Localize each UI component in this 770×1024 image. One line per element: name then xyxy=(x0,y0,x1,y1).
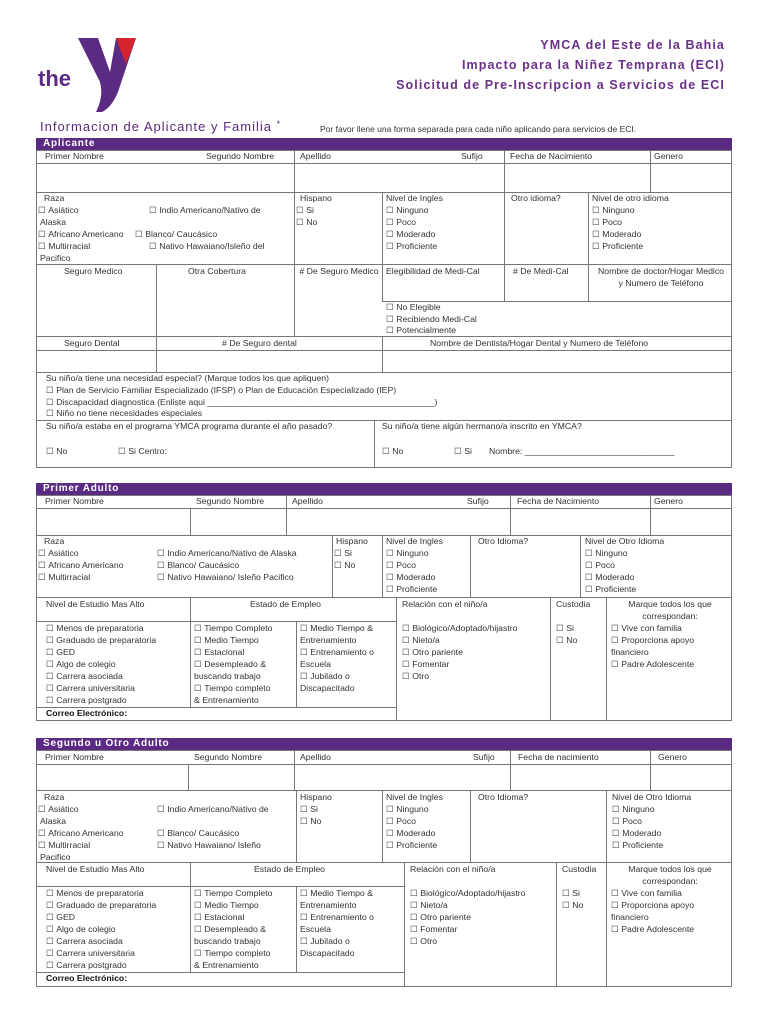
a1-checkbox-hispano-no[interactable]: ☐ No xyxy=(334,560,355,572)
a2-checkbox-blanco[interactable]: ☐ Blanco/ Caucásico xyxy=(157,828,239,840)
header-title-1: YMCA del Este de la Bahia xyxy=(540,38,725,52)
a2-cb-otro[interactable]: ☐ Otro xyxy=(410,936,437,948)
a1-cb-fomentar[interactable]: ☐ Fomentar xyxy=(402,659,449,671)
a1-cb-apoyo[interactable]: ☐ Proporciona apoyo xyxy=(611,635,694,647)
a1-label-empleo: Estado de Empleo xyxy=(250,599,321,609)
a2-checkbox-asiatico[interactable]: ☐ Asiático xyxy=(38,804,79,816)
a2-label-hispano: Hispano xyxy=(300,792,332,802)
checkbox-ingles-poco[interactable]: ☐ Poco xyxy=(386,217,416,229)
checkbox-potencialmente[interactable]: ☐ Potencialmente xyxy=(386,325,456,337)
checkbox-ingles-moderado[interactable]: ☐ Moderado xyxy=(386,229,435,241)
a1-cb-nieto[interactable]: ☐ Nieto/a xyxy=(402,635,440,647)
a1-cb-jubilado[interactable]: ☐ Jubilado o xyxy=(300,671,350,683)
label-elegibilidad: Elegibilidad de Medi-Cal xyxy=(386,266,480,276)
a1-cb-graduado[interactable]: ☐ Graduado de preparatoria xyxy=(46,635,156,647)
a1-cb-otro[interactable]: ☐ Otro xyxy=(402,671,429,683)
a2-label-otro-idioma: Otro Idioma? xyxy=(478,792,529,802)
label-nivel-ingles: Nivel de Ingles xyxy=(386,193,443,203)
a1-label-entr: Entrenamiento xyxy=(300,635,357,645)
a1-checkbox-otro-proficiente[interactable]: ☐ Proficiente xyxy=(585,584,636,596)
a1-checkbox-ingles-poco[interactable]: ☐ Poco xyxy=(386,560,416,572)
a2-cb-tiempo-completo[interactable]: ☐ Tiempo Completo xyxy=(194,888,272,900)
label-raza: Raza xyxy=(44,193,65,203)
a1-checkbox-indio[interactable]: ☐ Indio Americano/Nativo de Alaska xyxy=(157,548,297,560)
a1-label-financiero: financiero xyxy=(611,647,649,657)
a2-label-sufijo: Sufijo xyxy=(473,752,495,762)
label-hermano: Su niño/a tiene algún hermano/a inscrito en YMCA? xyxy=(382,421,582,431)
a2-label-estudio: Nivel de Estudio Mas Alto xyxy=(46,864,145,874)
a2-checkbox-ingles-ninguno[interactable]: ☐ Ninguno xyxy=(386,804,429,816)
checkbox-indio[interactable]: ☐ Indio Americano/Nativo de xyxy=(149,205,261,217)
label-seguro-medico: Seguro Medico xyxy=(64,266,123,276)
a2-label-correo: Correo Electrónico: xyxy=(46,973,128,983)
a2-label-segundo-nombre: Segundo Nombre xyxy=(194,752,263,762)
a1-cb-tiempo-completo[interactable]: ☐ Tiempo Completo xyxy=(194,623,272,635)
section-note: Por favor llene una forma separada para cada niño aplicando para servicios de ECI. xyxy=(320,124,637,134)
ymca-logo xyxy=(38,36,138,114)
checkbox-ingles-proficiente[interactable]: ☐ Proficiente xyxy=(386,241,437,253)
a1-checkbox-multirracial[interactable]: ☐ Multirracial xyxy=(38,572,90,584)
a1-checkbox-asiatico[interactable]: ☐ Asiático xyxy=(38,548,79,560)
a2-cb-otro-pariente[interactable]: ☐ Otro pariente xyxy=(410,912,471,924)
a2-label-apellido: Apellido xyxy=(300,752,331,762)
a2-label-entrenamiento: & Entrenamiento xyxy=(194,960,259,970)
label-sufijo: Sufijo xyxy=(461,151,483,161)
a2-label-primer-nombre: Primer Nombre xyxy=(45,752,104,762)
a2-cb-estacional[interactable]: ☐ Estacional xyxy=(194,912,244,924)
a2-cb-custodia-no[interactable]: ☐ No xyxy=(562,900,583,912)
a2-cb-menos[interactable]: ☐ Menos de preparatoria xyxy=(46,888,144,900)
a1-cb-universitaria[interactable]: ☐ Carrera universitaria xyxy=(46,683,135,695)
checkbox-africano[interactable]: ☐ Africano Americano xyxy=(38,229,124,241)
checkbox-programa-si[interactable]: ☐ Si Centro: xyxy=(118,446,167,458)
a2-label-genero: Genero xyxy=(658,752,687,762)
a2-cb-adolescente[interactable]: ☐ Padre Adolescente xyxy=(611,924,694,936)
checkbox-no-elegible[interactable]: ☐ No Elegible xyxy=(386,302,441,314)
checkbox-discapacidad[interactable]: ☐ Discapacidad diagnostica (Enliste aqui _______________________________________________) xyxy=(46,397,437,409)
checkbox-hermano-si[interactable]: ☐ Si xyxy=(454,446,472,458)
a2-checkbox-multirracial[interactable]: ☐ Multirracial xyxy=(38,840,90,852)
checkbox-programa-no[interactable]: ☐ No xyxy=(46,446,67,458)
label-num-dental: # De Seguro dental xyxy=(222,338,297,348)
label-nivel-otro: Nivel de otro idioma xyxy=(592,193,669,203)
a2-cb-universitaria[interactable]: ☐ Carrera universitaria xyxy=(46,948,135,960)
a1-cb-vive[interactable]: ☐ Vive con familia xyxy=(611,623,682,635)
a2-label-discapacitado: Discapacitado xyxy=(300,948,355,958)
a2-checkbox-otro-proficiente[interactable]: ☐ Proficiente xyxy=(612,840,663,852)
a1-cb-ged[interactable]: ☐ GED xyxy=(46,647,75,659)
checkbox-ingles-ninguno[interactable]: ☐ Ninguno xyxy=(386,205,429,217)
header-title-3: Solicitud de Pre-Inscripcion a Servicios de ECI xyxy=(396,78,725,92)
a1-label-nivel-ingles: Nivel de Ingles xyxy=(386,536,443,546)
label-hispano: Hispano xyxy=(300,193,332,203)
a1-checkbox-otro-ninguno[interactable]: ☐ Ninguno xyxy=(585,548,628,560)
label-otro-idioma: Otro idioma? xyxy=(511,193,561,203)
checkbox-otro-ninguno[interactable]: ☐ Ninguno xyxy=(592,205,635,217)
a2-label-buscando: buscando trabajo xyxy=(194,936,261,946)
a1-checkbox-nativo[interactable]: ☐ Nativo Hawaiano/ Isleño Pacifico xyxy=(157,572,294,584)
checkbox-sin-necesidad[interactable]: ☐ Niño no tiene necesidades especiales xyxy=(46,408,202,420)
a1-label-correo: Correo Electrónico: xyxy=(46,708,128,718)
a2-cb-asociada[interactable]: ☐ Carrera asociada xyxy=(46,936,123,948)
a1-cb-menos[interactable]: ☐ Menos de preparatoria xyxy=(46,623,144,635)
a2-cb-tc-entrenamiento[interactable]: ☐ Tiempo completo xyxy=(194,948,271,960)
checkbox-nativo[interactable]: ☐ Nativo Hawaiano/Isleño del xyxy=(149,241,264,253)
a1-checkbox-ingles-moderado[interactable]: ☐ Moderado xyxy=(386,572,435,584)
label-nombre: Nombre: _______________________________ xyxy=(489,446,675,456)
a1-label-segundo-nombre: Segundo Nombre xyxy=(196,496,265,506)
a1-label-sufijo: Sufijo xyxy=(467,496,489,506)
label-alaska: Alaska xyxy=(40,217,67,227)
a2-label-marque: Marque todos los que correspondan: xyxy=(628,864,712,886)
a2-cb-fomentar[interactable]: ☐ Fomentar xyxy=(410,924,457,936)
a2-checkbox-nativo[interactable]: ☐ Nativo Hawaiano/ Isleño xyxy=(157,840,261,852)
checkbox-otro-proficiente[interactable]: ☐ Proficiente xyxy=(592,241,643,253)
label-dentista: Nombre de Dentista/Hogar Dental y Numero de Teléfono xyxy=(430,338,649,348)
a1-label-relacion: Relación con el niño/a xyxy=(402,599,488,609)
a1-cb-entr-escuela[interactable]: ☐ Entrenamiento o xyxy=(300,647,374,659)
a1-label-buscando: buscando trabajo xyxy=(194,671,261,681)
a1-cb-asociada[interactable]: ☐ Carrera asociada xyxy=(46,671,123,683)
a2-label-alaska: Alaska xyxy=(40,816,67,826)
label-genero: Genero xyxy=(654,151,683,161)
a2-cb-algo[interactable]: ☐ Algo de colegio xyxy=(46,924,116,936)
label-fecha: Fecha de Nacimiento xyxy=(510,151,593,161)
a2-checkbox-hispano-si[interactable]: ☐ Si xyxy=(300,804,318,816)
a1-label-estudio: Nivel de Estudio Mas Alto xyxy=(46,599,145,609)
checkbox-ifsp[interactable]: ☐ Plan de Servicio Familiar Especializado (IFSP) o Plan de Educación Especializado (IEP) xyxy=(46,385,396,397)
a1-cb-postgrado[interactable]: ☐ Carrera postgrado xyxy=(46,695,127,707)
section-title: Informacion de Aplicante y Familia * xyxy=(40,119,282,134)
applicant-first-name-field[interactable] xyxy=(36,163,294,192)
adult1-bar: Primer Adulto xyxy=(36,483,732,495)
a1-checkbox-ingles-ninguno[interactable]: ☐ Ninguno xyxy=(386,548,429,560)
a2-cb-jubilado[interactable]: ☐ Jubilado o xyxy=(300,936,350,948)
a2-checkbox-otro-ninguno[interactable]: ☐ Ninguno xyxy=(612,804,655,816)
a2-cb-postgrado[interactable]: ☐ Carrera postgrado xyxy=(46,960,127,972)
a1-label-primer-nombre: Primer Nombre xyxy=(45,496,104,506)
checkbox-blanco[interactable]: ☐ Blanco/ Caucásico xyxy=(135,229,217,241)
a1-cb-adolescente[interactable]: ☐ Padre Adolescente xyxy=(611,659,694,671)
label-necesidad: Su niño/a tiene una necesidad especial? (Marque todos los que apliquen) xyxy=(46,373,330,383)
a1-checkbox-hispano-si[interactable]: ☐ Si xyxy=(334,548,352,560)
logo-text: the xyxy=(38,66,71,91)
a2-cb-desempleado[interactable]: ☐ Desempleado & xyxy=(194,924,266,936)
a1-label-escuela: Escuela xyxy=(300,659,331,669)
a1-cb-otro-pariente[interactable]: ☐ Otro pariente xyxy=(402,647,463,659)
a2-cb-vive[interactable]: ☐ Vive con familia xyxy=(611,888,682,900)
checkbox-asiatico[interactable]: ☐ Asiático xyxy=(38,205,79,217)
a2-cb-entr-escuela[interactable]: ☐ Entrenamiento o xyxy=(300,912,374,924)
a2-checkbox-hispano-no[interactable]: ☐ No xyxy=(300,816,321,828)
label-seguro-dental: Seguro Dental xyxy=(64,338,120,348)
a1-cb-desempleado[interactable]: ☐ Desempleado & xyxy=(194,659,266,671)
a1-cb-biologico[interactable]: ☐ Biológico/Adoptado/hijastro xyxy=(402,623,518,635)
label-programa: Su niño/a estaba en el programa YMCA programa durante el año pasado? xyxy=(46,421,333,431)
a2-label-fecha: Fecha de nacimiento xyxy=(518,752,599,762)
a2-checkbox-africano[interactable]: ☐ Africano Americano xyxy=(38,828,124,840)
a1-cb-mt-entrenamiento[interactable]: ☐ Medio Tiempo & xyxy=(300,623,373,635)
a2-label-nivel-ingles: Nivel de Ingles xyxy=(386,792,443,802)
a1-label-raza: Raza xyxy=(44,536,65,546)
a1-label-marque: Marque todos los que correspondan: xyxy=(628,599,712,621)
a2-checkbox-indio[interactable]: ☐ Indio Americano/Nativo de xyxy=(157,804,269,816)
a1-checkbox-ingles-proficiente[interactable]: ☐ Proficiente xyxy=(386,584,437,596)
header-title-2: Impacto para la Niñez Temprana (ECI) xyxy=(461,58,725,72)
a1-label-custodia: Custodia xyxy=(556,599,591,609)
a2-cb-custodia-si[interactable]: ☐ Si xyxy=(562,888,580,900)
a2-cb-biologico[interactable]: ☐ Biológico/Adoptado/hijastro xyxy=(410,888,526,900)
a2-cb-graduado[interactable]: ☐ Graduado de preparatoria xyxy=(46,900,156,912)
a1-label-fecha: Fecha de Nacimiento xyxy=(517,496,600,506)
a1-cb-medio-tiempo[interactable]: ☐ Medio Tiempo xyxy=(194,635,259,647)
applicant-bar: Aplicante xyxy=(36,138,732,150)
checkbox-otro-moderado[interactable]: ☐ Moderado xyxy=(592,229,641,241)
label-primer-nombre: Primer Nombre xyxy=(45,151,104,161)
a1-cb-custodia-si[interactable]: ☐ Si xyxy=(556,623,574,635)
a2-cb-ged[interactable]: ☐ GED xyxy=(46,912,75,924)
a1-label-hispano: Hispano xyxy=(336,536,368,546)
a2-label-pacifico: Pacifico xyxy=(40,852,71,862)
label-num-medical: # De Medi-Cal xyxy=(513,266,569,276)
a2-label-custodia: Custodia xyxy=(562,864,597,874)
label-num-seguro: # De Seguro Medico xyxy=(299,266,379,276)
a1-checkbox-otro-moderado[interactable]: ☐ Moderado xyxy=(585,572,634,584)
a1-checkbox-africano[interactable]: ☐ Africano Americano xyxy=(38,560,124,572)
a2-checkbox-otro-moderado[interactable]: ☐ Moderado xyxy=(612,828,661,840)
a2-cb-apoyo[interactable]: ☐ Proporciona apoyo xyxy=(611,900,694,912)
checkbox-otro-poco[interactable]: ☐ Poco xyxy=(592,217,622,229)
a1-cb-tc-entrenamiento[interactable]: ☐ Tiempo completo xyxy=(194,683,271,695)
a2-cb-medio-tiempo[interactable]: ☐ Medio Tiempo xyxy=(194,900,259,912)
a2-label-empleo: Estado de Empleo xyxy=(254,864,325,874)
a1-cb-estacional[interactable]: ☐ Estacional xyxy=(194,647,244,659)
a2-label-escuela: Escuela xyxy=(300,924,331,934)
a2-checkbox-otro-poco[interactable]: ☐ Poco xyxy=(612,816,642,828)
a1-checkbox-blanco[interactable]: ☐ Blanco/ Caucásico xyxy=(157,560,239,572)
a1-label-entrenamiento: & Entrenamiento xyxy=(194,695,259,705)
a1-cb-algo[interactable]: ☐ Algo de colegio xyxy=(46,659,116,671)
a2-checkbox-ingles-poco[interactable]: ☐ Poco xyxy=(386,816,416,828)
checkbox-hermano-no[interactable]: ☐ No xyxy=(382,446,403,458)
a2-checkbox-ingles-moderado[interactable]: ☐ Moderado xyxy=(386,828,435,840)
label-apellido: Apellido xyxy=(300,151,331,161)
a1-checkbox-otro-poco[interactable]: ☐ Poco xyxy=(585,560,615,572)
a1-cb-custodia-no[interactable]: ☐ No xyxy=(556,635,577,647)
a2-cb-mt-entrenamiento[interactable]: ☐ Medio Tiempo & xyxy=(300,888,373,900)
checkbox-hispano-si[interactable]: ☐ Si xyxy=(296,205,314,217)
a1-label-otro-idioma: Otro Idioma? xyxy=(478,536,529,546)
checkbox-multirracial[interactable]: ☐ Multirracial xyxy=(38,241,90,253)
checkbox-hispano-no[interactable]: ☐ No xyxy=(296,217,317,229)
a2-label-financiero: financiero xyxy=(611,912,649,922)
a2-cb-nieto[interactable]: ☐ Nieto/a xyxy=(410,900,448,912)
a1-label-genero: Genero xyxy=(654,496,683,506)
a1-label-apellido: Apellido xyxy=(292,496,323,506)
a2-label-raza: Raza xyxy=(44,792,65,802)
label-doctor: Nombre de doctor/Hogar Medico y Numero de Teléfono xyxy=(597,266,725,288)
label-pacifico: Pacifico xyxy=(40,253,71,263)
a2-checkbox-ingles-proficiente[interactable]: ☐ Proficiente xyxy=(386,840,437,852)
label-otra-cobertura: Otra Cobertura xyxy=(188,266,246,276)
a1-label-discapacitado: Discapacitado xyxy=(300,683,355,693)
a1-label-nivel-otro: Nivel de Otro Idioma xyxy=(585,536,665,546)
label-segundo-nombre: Segundo Nombre xyxy=(206,151,275,161)
adult2-bar: Segundo u Otro Adulto xyxy=(36,738,732,750)
a2-label-entr: Entrenamiento xyxy=(300,900,357,910)
checkbox-recibiendo[interactable]: ☐ Recibiendo Medi-Cal xyxy=(386,314,477,326)
a2-label-relacion: Relación con el niño/a xyxy=(410,864,496,874)
a2-label-nivel-otro: Nivel de Otro Idioma xyxy=(612,792,692,802)
